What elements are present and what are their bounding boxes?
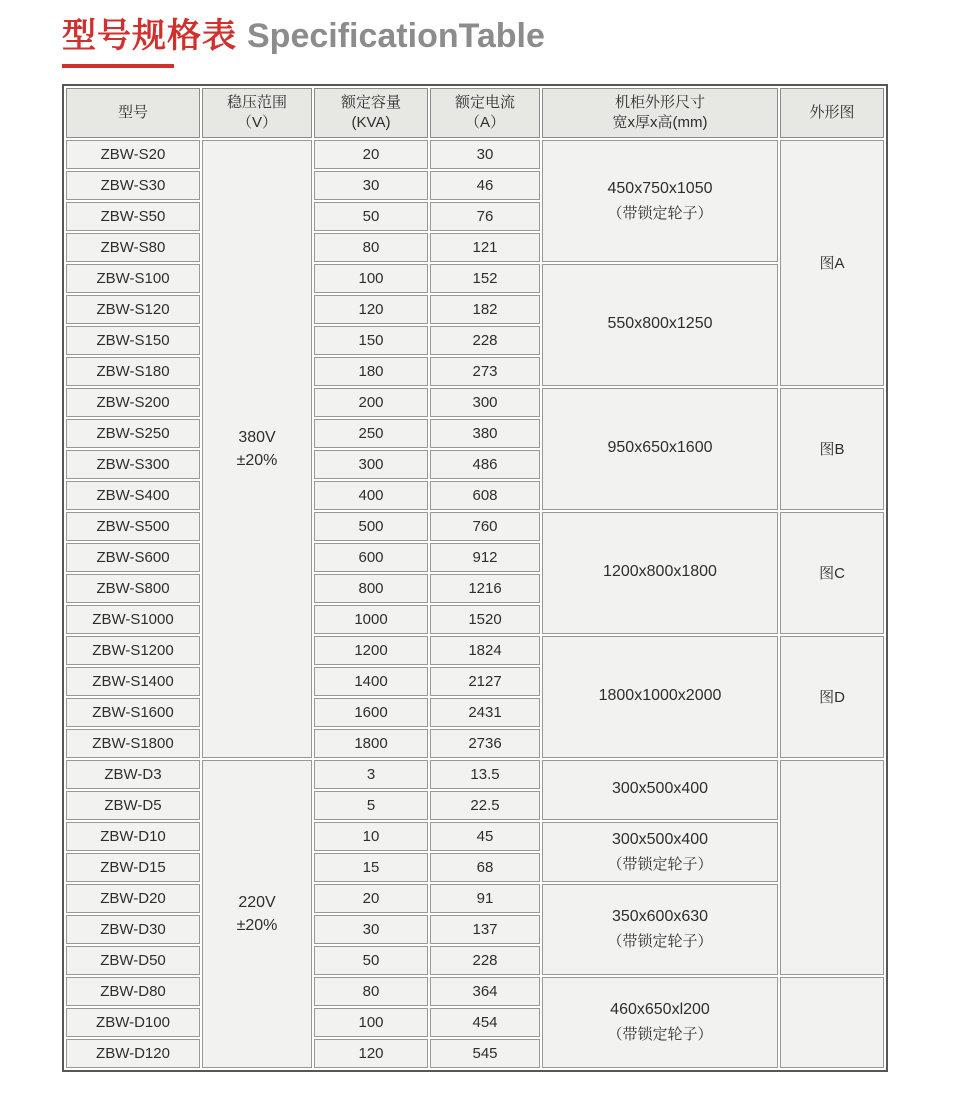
kva-cell: 20 xyxy=(314,884,428,913)
kva-cell: 500 xyxy=(314,512,428,541)
header-sublabel: （A） xyxy=(464,113,505,131)
kva-cell: 800 xyxy=(314,574,428,603)
amp-cell: 45 xyxy=(430,822,540,851)
figure-cell: 图A xyxy=(780,140,884,386)
model-cell: ZBW-S500 xyxy=(66,512,200,541)
kva-cell: 5 xyxy=(314,791,428,820)
model-cell: ZBW-D120 xyxy=(66,1039,200,1068)
kva-cell: 250 xyxy=(314,419,428,448)
table-row xyxy=(66,636,884,665)
amp-cell: 46 xyxy=(430,171,540,200)
amp-cell: 228 xyxy=(430,946,540,975)
amp-cell: 486 xyxy=(430,450,540,479)
amp-cell: 1216 xyxy=(430,574,540,603)
amp-cell: 2431 xyxy=(430,698,540,727)
table-row xyxy=(66,884,884,913)
amp-cell: 228 xyxy=(430,326,540,355)
dimension-note: （带锁定轮子） xyxy=(607,855,713,873)
figure-cell xyxy=(780,977,884,1068)
model-cell: ZBW-S30 xyxy=(66,171,200,200)
model-cell: ZBW-S180 xyxy=(66,357,200,386)
dimension-cell xyxy=(542,977,778,1068)
page-header xyxy=(0,0,960,68)
dimension-cell xyxy=(542,140,778,262)
header-sublabel: (KVA) xyxy=(351,113,391,131)
header-row xyxy=(66,88,884,138)
amp-cell: 1520 xyxy=(430,605,540,634)
table-row xyxy=(66,264,884,293)
model-cell: ZBW-S80 xyxy=(66,233,200,262)
amp-cell: 76 xyxy=(430,202,540,231)
page-title-zh: 型号规格表 xyxy=(62,17,237,55)
kva-cell: 100 xyxy=(314,264,428,293)
model-cell: ZBW-D80 xyxy=(66,977,200,1006)
voltage-tolerance: ±20% xyxy=(236,451,278,469)
model-cell: ZBW-D10 xyxy=(66,822,200,851)
amp-cell: 68 xyxy=(430,853,540,882)
table-row xyxy=(66,760,884,789)
header-label: 外形图 xyxy=(809,103,855,121)
amp-cell: 22.5 xyxy=(430,791,540,820)
kva-cell: 150 xyxy=(314,326,428,355)
dimension-size: 300x500x400 xyxy=(611,780,709,798)
kva-cell: 1000 xyxy=(314,605,428,634)
model-cell: ZBW-S1200 xyxy=(66,636,200,665)
dimension-size: 450x750x1050 xyxy=(607,179,713,197)
amp-cell: 137 xyxy=(430,915,540,944)
amp-cell: 760 xyxy=(430,512,540,541)
kva-cell: 50 xyxy=(314,202,428,231)
dimension-note: （带锁定轮子） xyxy=(607,1026,713,1044)
model-cell: ZBW-S800 xyxy=(66,574,200,603)
dimension-size: 950x650x1600 xyxy=(607,439,713,457)
header-label: 机柜外形尺寸 xyxy=(614,93,705,111)
kva-cell: 15 xyxy=(314,853,428,882)
model-cell: ZBW-S1600 xyxy=(66,698,200,727)
model-cell: ZBW-S20 xyxy=(66,140,200,169)
column-header-outline-figure xyxy=(780,88,884,138)
column-header-rated-capacity xyxy=(314,88,428,138)
header-label: 型号 xyxy=(117,103,148,121)
dimension-cell xyxy=(542,822,778,882)
model-cell: ZBW-S600 xyxy=(66,543,200,572)
model-cell: ZBW-D30 xyxy=(66,915,200,944)
model-cell: ZBW-S120 xyxy=(66,295,200,324)
amp-cell: 182 xyxy=(430,295,540,324)
dimension-note: （带锁定轮子） xyxy=(607,204,713,222)
header-sublabel: 宽x厚x高(mm) xyxy=(612,113,708,131)
model-cell: ZBW-S50 xyxy=(66,202,200,231)
model-cell: ZBW-D15 xyxy=(66,853,200,882)
table-row xyxy=(66,822,884,851)
model-cell: ZBW-S300 xyxy=(66,450,200,479)
kva-cell: 120 xyxy=(314,295,428,324)
dimension-cell xyxy=(542,388,778,510)
model-cell: ZBW-D5 xyxy=(66,791,200,820)
kva-cell: 30 xyxy=(314,915,428,944)
dimension-size: 550x800x1250 xyxy=(607,315,713,333)
column-header-voltage-range xyxy=(202,88,312,138)
dimension-cell xyxy=(542,636,778,758)
model-cell: ZBW-S1400 xyxy=(66,667,200,696)
amp-cell: 2127 xyxy=(430,667,540,696)
amp-cell: 545 xyxy=(430,1039,540,1068)
page-title xyxy=(62,16,960,57)
model-cell: ZBW-D100 xyxy=(66,1008,200,1037)
amp-cell: 152 xyxy=(430,264,540,293)
voltage-value: 380V xyxy=(238,428,276,446)
dimension-note: （带锁定轮子） xyxy=(607,933,713,951)
page-title-en: SpecificationTable xyxy=(247,17,545,55)
amp-cell: 300 xyxy=(430,388,540,417)
kva-cell: 30 xyxy=(314,171,428,200)
amp-cell: 608 xyxy=(430,481,540,510)
dimension-size: 1800x1000x2000 xyxy=(598,687,722,705)
model-cell: ZBW-S100 xyxy=(66,264,200,293)
header-label: 稳压范围 xyxy=(226,93,287,111)
dimension-cell xyxy=(542,884,778,975)
figure-cell: 图D xyxy=(780,636,884,758)
kva-cell: 1400 xyxy=(314,667,428,696)
model-cell: ZBW-S1800 xyxy=(66,729,200,758)
kva-cell: 80 xyxy=(314,977,428,1006)
amp-cell: 13.5 xyxy=(430,760,540,789)
dimension-size: 300x500x400 xyxy=(611,830,709,848)
column-header-model xyxy=(66,88,200,138)
model-cell: ZBW-S250 xyxy=(66,419,200,448)
kva-cell: 1200 xyxy=(314,636,428,665)
model-cell: ZBW-D3 xyxy=(66,760,200,789)
kva-cell: 300 xyxy=(314,450,428,479)
voltage-value: 220V xyxy=(238,893,276,911)
title-underline xyxy=(62,64,174,68)
dimension-cell xyxy=(542,760,778,820)
model-cell: ZBW-D50 xyxy=(66,946,200,975)
figure-cell: 图B xyxy=(780,388,884,510)
model-cell: ZBW-D20 xyxy=(66,884,200,913)
figure-cell: 图C xyxy=(780,512,884,634)
column-header-cabinet-size xyxy=(542,88,778,138)
kva-cell: 80 xyxy=(314,233,428,262)
model-cell: ZBW-S1000 xyxy=(66,605,200,634)
table-row xyxy=(66,140,884,169)
model-cell: ZBW-S200 xyxy=(66,388,200,417)
table-row xyxy=(66,977,884,1006)
amp-cell: 912 xyxy=(430,543,540,572)
kva-cell: 1800 xyxy=(314,729,428,758)
dimension-size: 1200x800x1800 xyxy=(603,563,717,581)
amp-cell: 364 xyxy=(430,977,540,1006)
kva-cell: 200 xyxy=(314,388,428,417)
dimension-size: 460x650xl200 xyxy=(610,1001,710,1019)
amp-cell: 273 xyxy=(430,357,540,386)
amp-cell: 91 xyxy=(430,884,540,913)
header-sublabel: （V） xyxy=(236,113,277,131)
model-cell: ZBW-S400 xyxy=(66,481,200,510)
kva-cell: 10 xyxy=(314,822,428,851)
kva-cell: 600 xyxy=(314,543,428,572)
kva-cell: 100 xyxy=(314,1008,428,1037)
kva-cell: 400 xyxy=(314,481,428,510)
amp-cell: 121 xyxy=(430,233,540,262)
model-cell: ZBW-S150 xyxy=(66,326,200,355)
amp-cell: 2736 xyxy=(430,729,540,758)
amp-cell: 380 xyxy=(430,419,540,448)
header-label: 额定容量 xyxy=(340,93,401,111)
dimension-cell xyxy=(542,512,778,634)
kva-cell: 120 xyxy=(314,1039,428,1068)
dimension-size: 350x600x630 xyxy=(611,908,709,926)
voltage-range-cell xyxy=(202,760,312,1068)
column-header-rated-current xyxy=(430,88,540,138)
spec-table xyxy=(62,84,888,1072)
kva-cell: 20 xyxy=(314,140,428,169)
header-label: 额定电流 xyxy=(454,93,515,111)
table-row xyxy=(66,388,884,417)
voltage-range-cell xyxy=(202,140,312,758)
table-row xyxy=(66,512,884,541)
voltage-tolerance: ±20% xyxy=(236,916,278,934)
figure-cell xyxy=(780,760,884,975)
kva-cell: 50 xyxy=(314,946,428,975)
amp-cell: 454 xyxy=(430,1008,540,1037)
kva-cell: 3 xyxy=(314,760,428,789)
dimension-cell xyxy=(542,264,778,386)
kva-cell: 180 xyxy=(314,357,428,386)
amp-cell: 30 xyxy=(430,140,540,169)
amp-cell: 1824 xyxy=(430,636,540,665)
kva-cell: 1600 xyxy=(314,698,428,727)
